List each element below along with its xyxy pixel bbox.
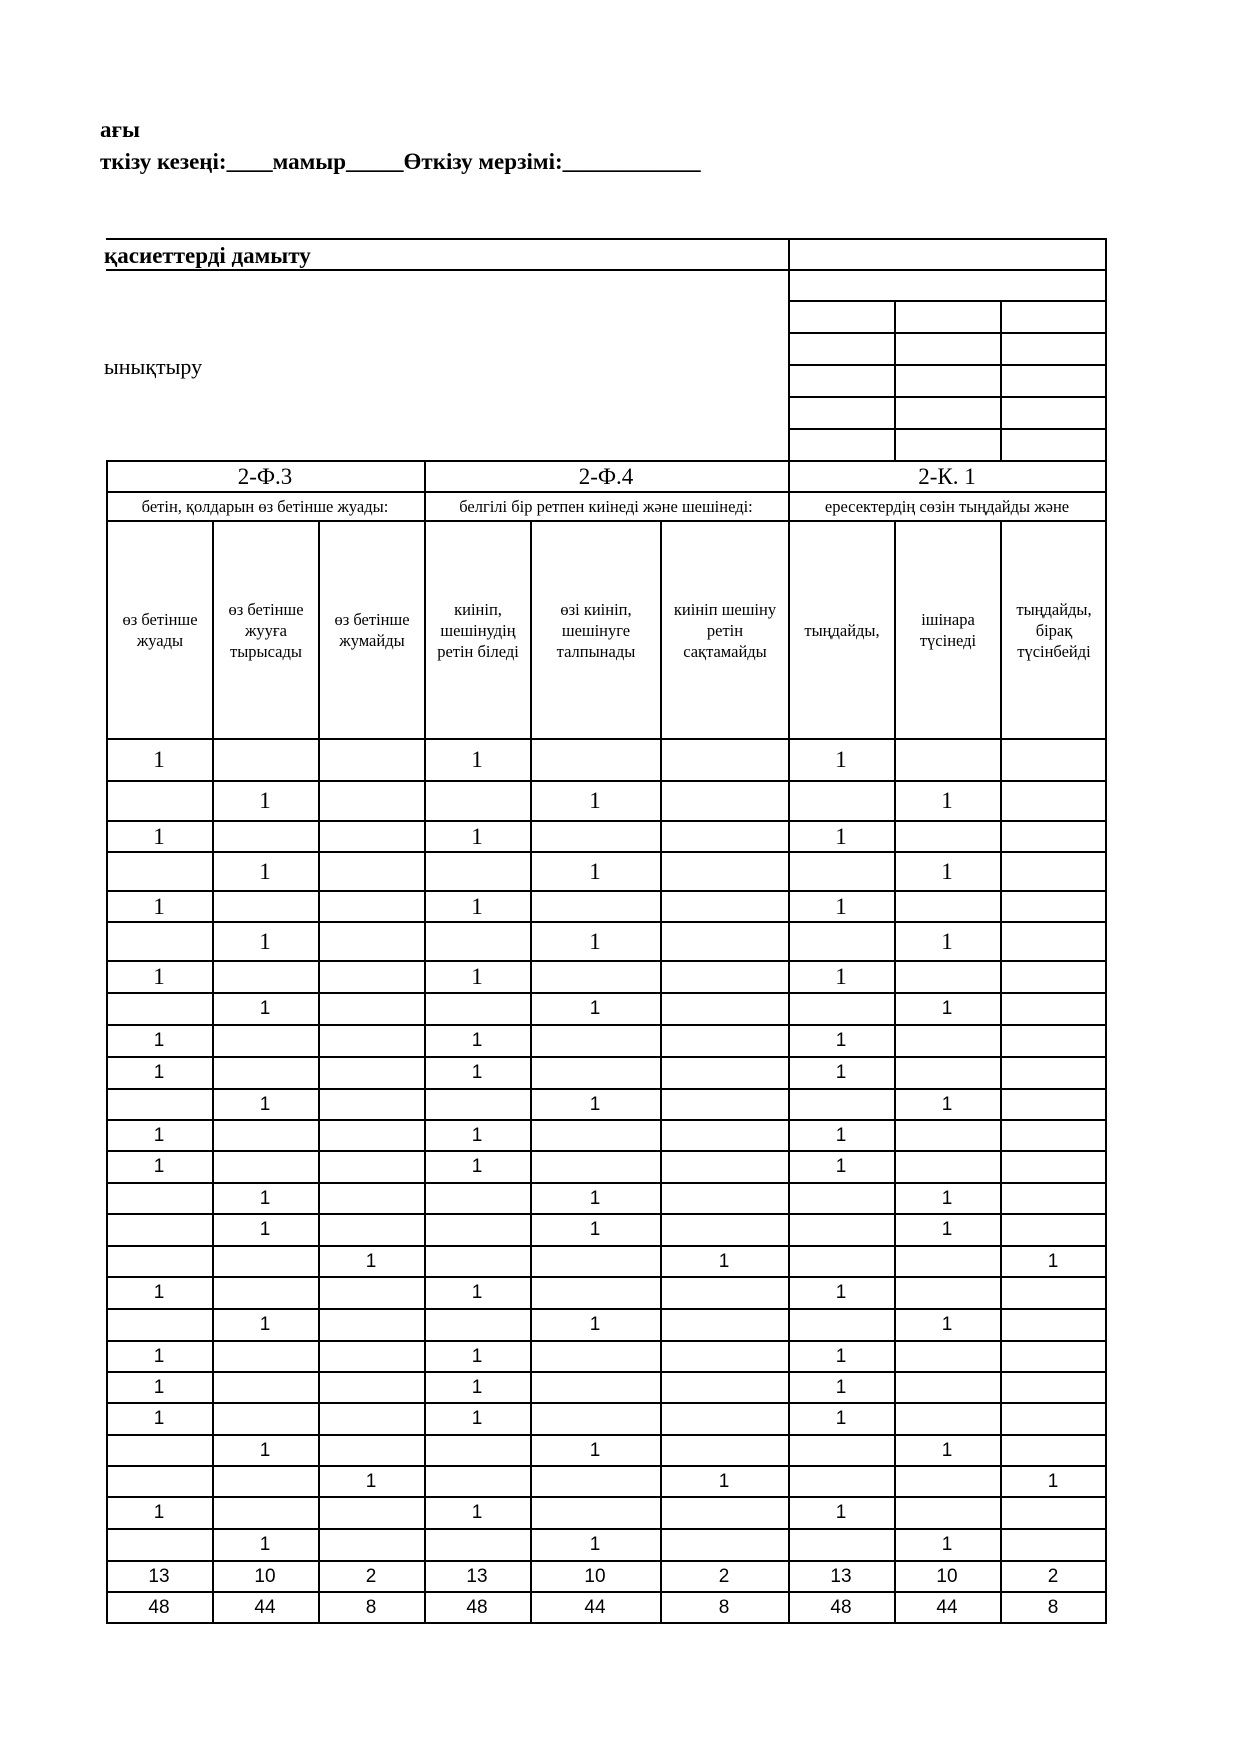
table-cell: 1 — [259, 1314, 271, 1335]
table-cell — [106, 1215, 212, 1245]
table-cell — [1000, 1026, 1106, 1056]
table-cell: 1 — [471, 1376, 483, 1398]
section-title: қасиеттерді дамыту — [104, 243, 311, 268]
table-cell: 1 — [835, 1408, 847, 1429]
table-cell — [660, 1373, 788, 1402]
table-cell — [1000, 1498, 1106, 1528]
table-cell — [1000, 1373, 1106, 1402]
table-cell: 1 — [259, 928, 271, 954]
table-cell: 1 — [835, 1062, 847, 1083]
table-cell: 1 — [259, 1219, 271, 1240]
table-cell — [530, 892, 660, 921]
table-cell: 1 — [365, 1250, 377, 1272]
table-cell — [660, 1090, 788, 1119]
table-cell — [424, 1247, 530, 1276]
table-cell — [424, 1436, 530, 1465]
table-cell — [788, 1467, 894, 1496]
table-cell — [894, 1404, 1000, 1434]
table-cell: 1 — [471, 823, 483, 849]
table-cell — [106, 782, 212, 820]
table-cell — [530, 1404, 660, 1434]
table-cell — [212, 740, 318, 780]
table-cell: 1 — [835, 1376, 847, 1398]
table-cell — [660, 1310, 788, 1340]
sub-grid-line — [788, 396, 1107, 398]
table-cell — [1000, 1090, 1106, 1119]
table-cell: 1 — [835, 1156, 847, 1177]
table-cell — [106, 1090, 212, 1119]
table-cell: 1 — [471, 1282, 483, 1303]
table-cell — [660, 1278, 788, 1308]
table-cell: 1 — [835, 1502, 847, 1523]
table-cell: 1 — [718, 1250, 730, 1272]
table-cell — [530, 822, 660, 851]
group-description: бетін, қолдарын өз бетінше жуады: — [141, 496, 389, 516]
table-cell — [788, 1530, 894, 1560]
table-cell — [530, 1121, 660, 1150]
table-cell — [318, 1278, 424, 1308]
group-code: 2-Ф.3 — [237, 463, 293, 489]
table-cell: 1 — [589, 1093, 601, 1115]
table-cell — [212, 1342, 318, 1371]
table-cell — [894, 1467, 1000, 1496]
table-cell: 1 — [153, 893, 165, 919]
table-cell — [424, 1215, 530, 1245]
table-cell: 1 — [1047, 1250, 1059, 1272]
table-cell: 1 — [259, 788, 271, 813]
group-description: белгілі бір ретпен киінеді және шешінеді: — [459, 496, 753, 516]
table-cell — [1000, 822, 1106, 851]
table-cell: 1 — [153, 1376, 165, 1398]
table-cell — [530, 1342, 660, 1371]
section-subtitle: ынықтыру — [104, 354, 203, 379]
table-cell — [788, 782, 894, 820]
table-cell — [424, 994, 530, 1024]
table-cell — [660, 1121, 788, 1150]
table-cell — [212, 892, 318, 921]
table-cell — [660, 782, 788, 820]
table-cell: 1 — [589, 1439, 601, 1461]
total-cell: 10 — [584, 1565, 606, 1587]
table-cell — [318, 1404, 424, 1434]
table-cell: 1 — [589, 1314, 601, 1335]
table-cell — [212, 1058, 318, 1088]
table-cell — [1000, 1121, 1106, 1150]
percent-cell: 8 — [1047, 1596, 1059, 1618]
section-title-underline — [106, 269, 1107, 271]
table-cell: 1 — [259, 1439, 271, 1461]
total-cell: 13 — [148, 1565, 170, 1587]
table-cell — [1000, 1278, 1106, 1308]
option-header: өз бетінше жуады — [122, 610, 198, 650]
table-cell — [788, 923, 894, 960]
total-cell: 10 — [254, 1565, 276, 1587]
group-description: ересектердің сөзін тыңдайды және — [824, 496, 1070, 516]
table-cell: 1 — [589, 1187, 601, 1209]
table-cell — [530, 1058, 660, 1088]
sub-grid-divider — [894, 300, 896, 460]
table-cell — [788, 1090, 894, 1119]
total-cell: 2 — [718, 1565, 730, 1587]
table-cell — [1000, 782, 1106, 820]
table-cell — [660, 1152, 788, 1182]
table-cell — [788, 1247, 894, 1276]
table-cell — [660, 1404, 788, 1434]
option-header: тыңдайды, — [804, 620, 880, 640]
table-cell: 1 — [835, 964, 847, 989]
table-cell — [894, 1247, 1000, 1276]
table-cell — [318, 1121, 424, 1150]
table-cell: 1 — [589, 858, 601, 884]
table-cell — [106, 1184, 212, 1213]
percent-cell: 8 — [365, 1596, 377, 1618]
header-line-1: ағы — [100, 117, 140, 142]
table-cell — [212, 1467, 318, 1496]
sub-grid-line — [788, 300, 1107, 302]
table-cell — [212, 1026, 318, 1056]
table-cell: 1 — [941, 858, 953, 884]
table-cell — [318, 853, 424, 890]
table-cell: 1 — [589, 788, 601, 813]
table-cell: 1 — [589, 1219, 601, 1240]
table-cell — [530, 1026, 660, 1056]
table-cell — [318, 1058, 424, 1088]
table-cell: 1 — [471, 1124, 483, 1146]
table-cell — [106, 1310, 212, 1340]
table-cell: 1 — [835, 893, 847, 919]
table-cell: 1 — [153, 1345, 165, 1367]
table-cell — [894, 1342, 1000, 1371]
group-code: 2-Ф.4 — [578, 463, 634, 489]
table-cell: 1 — [589, 928, 601, 954]
table-cell — [318, 1373, 424, 1402]
table-cell — [1000, 740, 1106, 780]
table-cell — [212, 1278, 318, 1308]
table-cell: 1 — [941, 998, 953, 1019]
table-cell — [424, 782, 530, 820]
table-cell — [530, 962, 660, 992]
table-cell — [318, 1310, 424, 1340]
sub-grid-line — [788, 364, 1107, 366]
table-cell — [660, 994, 788, 1024]
table-cell — [318, 1090, 424, 1119]
group-code: 2-К. 1 — [918, 463, 976, 489]
percent-cell: 44 — [936, 1596, 958, 1618]
table-cell — [530, 1373, 660, 1402]
table-cell — [660, 1530, 788, 1560]
table-cell — [318, 1184, 424, 1213]
table-cell: 1 — [835, 747, 847, 772]
table-cell: 1 — [941, 788, 953, 813]
table-cell — [788, 1215, 894, 1245]
table-cell — [894, 1278, 1000, 1308]
table-cell: 1 — [835, 1345, 847, 1367]
table-cell — [660, 853, 788, 890]
table-cell — [530, 1247, 660, 1276]
table-cell: 1 — [941, 1439, 953, 1461]
table-cell — [894, 1026, 1000, 1056]
table-cell: 1 — [365, 1470, 377, 1492]
percent-cell: 48 — [830, 1596, 852, 1618]
table-cell — [894, 1152, 1000, 1182]
table-cell — [106, 853, 212, 890]
table-cell — [660, 923, 788, 960]
table-cell — [212, 1373, 318, 1402]
table-cell — [318, 1342, 424, 1371]
table-cell — [788, 994, 894, 1024]
table-cell — [1000, 1058, 1106, 1088]
table-cell — [894, 962, 1000, 992]
total-cell: 2 — [1047, 1565, 1059, 1587]
table-cell — [1000, 962, 1106, 992]
option-header: ішінара түсінеді — [919, 610, 977, 650]
table-cell — [318, 1498, 424, 1528]
option-header: өз бетінше жумайды — [334, 610, 410, 650]
table-cell — [106, 1530, 212, 1560]
table-cell — [894, 1373, 1000, 1402]
table-cell: 1 — [153, 1156, 165, 1177]
table-cell — [788, 1310, 894, 1340]
table-cell — [424, 1090, 530, 1119]
table-cell — [660, 1342, 788, 1371]
table-cell: 1 — [471, 747, 483, 772]
sub-grid-line — [788, 332, 1107, 334]
table-cell — [660, 740, 788, 780]
table-cell — [212, 1247, 318, 1276]
table-cell: 1 — [718, 1470, 730, 1492]
table-cell — [318, 1436, 424, 1465]
table-cell — [212, 1152, 318, 1182]
table-cell — [318, 782, 424, 820]
table-cell — [1000, 1215, 1106, 1245]
table-cell: 1 — [835, 1030, 847, 1051]
total-cell: 13 — [830, 1565, 852, 1587]
table-cell — [660, 962, 788, 992]
table-cell: 1 — [941, 1534, 953, 1555]
table-cell — [1000, 892, 1106, 921]
table-cell — [660, 1215, 788, 1245]
table-cell — [1000, 1184, 1106, 1213]
table-cell: 1 — [259, 1534, 271, 1555]
table-cell — [1000, 1152, 1106, 1182]
table-cell — [1000, 994, 1106, 1024]
option-header: өзі киініп, шешінуге талпынады — [556, 599, 636, 661]
table-cell — [530, 740, 660, 780]
table-cell: 1 — [471, 1345, 483, 1367]
table-cell: 1 — [471, 1156, 483, 1177]
table-cell — [318, 1530, 424, 1560]
table-cell — [1000, 853, 1106, 890]
table-cell: 1 — [835, 1282, 847, 1303]
right-block-right-border — [1105, 238, 1107, 460]
table-cell — [660, 1184, 788, 1213]
percent-cell: 48 — [148, 1596, 170, 1618]
table-cell: 1 — [471, 1030, 483, 1051]
sub-grid-divider — [1000, 300, 1002, 460]
table-row-line — [106, 1622, 1107, 1624]
table-cell — [894, 892, 1000, 921]
table-cell: 1 — [471, 1062, 483, 1083]
table-cell — [894, 1058, 1000, 1088]
table-cell — [424, 1184, 530, 1213]
option-header: киініп, шешінудің ретін біледі — [437, 599, 519, 661]
table-cell: 1 — [153, 964, 165, 989]
option-header: тыңдайды, бірақ түсінбейді — [1016, 599, 1092, 661]
table-cell — [212, 1404, 318, 1434]
percent-cell: 44 — [254, 1596, 276, 1618]
table-cell — [660, 1436, 788, 1465]
table-cell — [1000, 923, 1106, 960]
table-cell — [318, 892, 424, 921]
right-block-left-border — [788, 238, 790, 460]
table-cell — [318, 994, 424, 1024]
table-cell: 1 — [589, 1534, 601, 1555]
table-cell — [424, 923, 530, 960]
table-cell — [106, 923, 212, 960]
table-cell: 1 — [259, 1187, 271, 1209]
table-cell — [894, 1498, 1000, 1528]
header-line-2: ткізу кезеңі:____мамыр_____Өткізу мерзімі:____________ — [100, 149, 701, 174]
sub-grid-line — [788, 428, 1107, 430]
table-cell — [660, 892, 788, 921]
table-cell: 1 — [471, 1502, 483, 1523]
table-cell: 1 — [153, 1408, 165, 1429]
table-cell — [318, 1026, 424, 1056]
table-cell — [530, 1467, 660, 1496]
table-cell — [212, 962, 318, 992]
table-cell — [788, 853, 894, 890]
percent-cell: 48 — [466, 1596, 488, 1618]
table-cell — [660, 822, 788, 851]
table-cell: 1 — [471, 893, 483, 919]
table-cell — [530, 1152, 660, 1182]
table-cell: 1 — [153, 1502, 165, 1523]
table-cell — [530, 1278, 660, 1308]
total-cell: 10 — [936, 1565, 958, 1587]
table-cell — [894, 740, 1000, 780]
table-cell — [530, 1498, 660, 1528]
table-cell — [106, 994, 212, 1024]
table-cell — [788, 1184, 894, 1213]
table-cell: 1 — [941, 1093, 953, 1115]
table-cell — [212, 1121, 318, 1150]
table-cell — [106, 1247, 212, 1276]
table-cell — [318, 1215, 424, 1245]
table-cell — [106, 1467, 212, 1496]
table-cell: 1 — [153, 823, 165, 849]
table-cell — [424, 1467, 530, 1496]
table-cell — [106, 1436, 212, 1465]
table-cell: 1 — [153, 1030, 165, 1051]
table-top-border — [106, 238, 1107, 240]
table-cell — [318, 740, 424, 780]
table-cell — [894, 1121, 1000, 1150]
table-cell: 1 — [941, 1187, 953, 1209]
table-cell: 1 — [1047, 1470, 1059, 1492]
table-cell: 1 — [941, 928, 953, 954]
table-cell: 1 — [471, 1408, 483, 1429]
percent-cell: 8 — [718, 1596, 730, 1618]
table-cell: 1 — [153, 747, 165, 772]
percent-cell: 44 — [584, 1596, 606, 1618]
table-cell — [1000, 1342, 1106, 1371]
table-cell: 1 — [941, 1219, 953, 1240]
table-cell — [318, 1152, 424, 1182]
table-cell: 1 — [153, 1124, 165, 1146]
table-cell — [212, 822, 318, 851]
table-cell — [660, 1498, 788, 1528]
option-header: өз бетінше жууға тырысады — [228, 599, 304, 661]
table-cell — [788, 1436, 894, 1465]
table-cell — [424, 1530, 530, 1560]
option-header: киініп шешіну ретін сақтамайды — [673, 599, 777, 661]
table-cell: 1 — [941, 1314, 953, 1335]
total-cell: 13 — [466, 1565, 488, 1587]
table-cell — [660, 1026, 788, 1056]
table-cell — [1000, 1310, 1106, 1340]
table-cell: 1 — [259, 1093, 271, 1115]
table-cell: 1 — [153, 1282, 165, 1303]
table-cell — [1000, 1404, 1106, 1434]
table-cell — [424, 853, 530, 890]
total-cell: 2 — [365, 1565, 377, 1587]
table-cell: 1 — [835, 823, 847, 849]
table-cell — [318, 822, 424, 851]
table-cell: 1 — [589, 998, 601, 1019]
table-cell: 1 — [259, 998, 271, 1019]
table-cell: 1 — [259, 858, 271, 884]
table-cell: 1 — [471, 964, 483, 989]
table-cell — [1000, 1436, 1106, 1465]
table-cell — [1000, 1530, 1106, 1560]
table-cell: 1 — [835, 1124, 847, 1146]
table-cell — [212, 1498, 318, 1528]
table-cell: 1 — [153, 1062, 165, 1083]
table-cell — [894, 822, 1000, 851]
table-cell — [660, 1058, 788, 1088]
table-cell — [318, 962, 424, 992]
table-cell — [318, 923, 424, 960]
table-cell — [424, 1310, 530, 1340]
